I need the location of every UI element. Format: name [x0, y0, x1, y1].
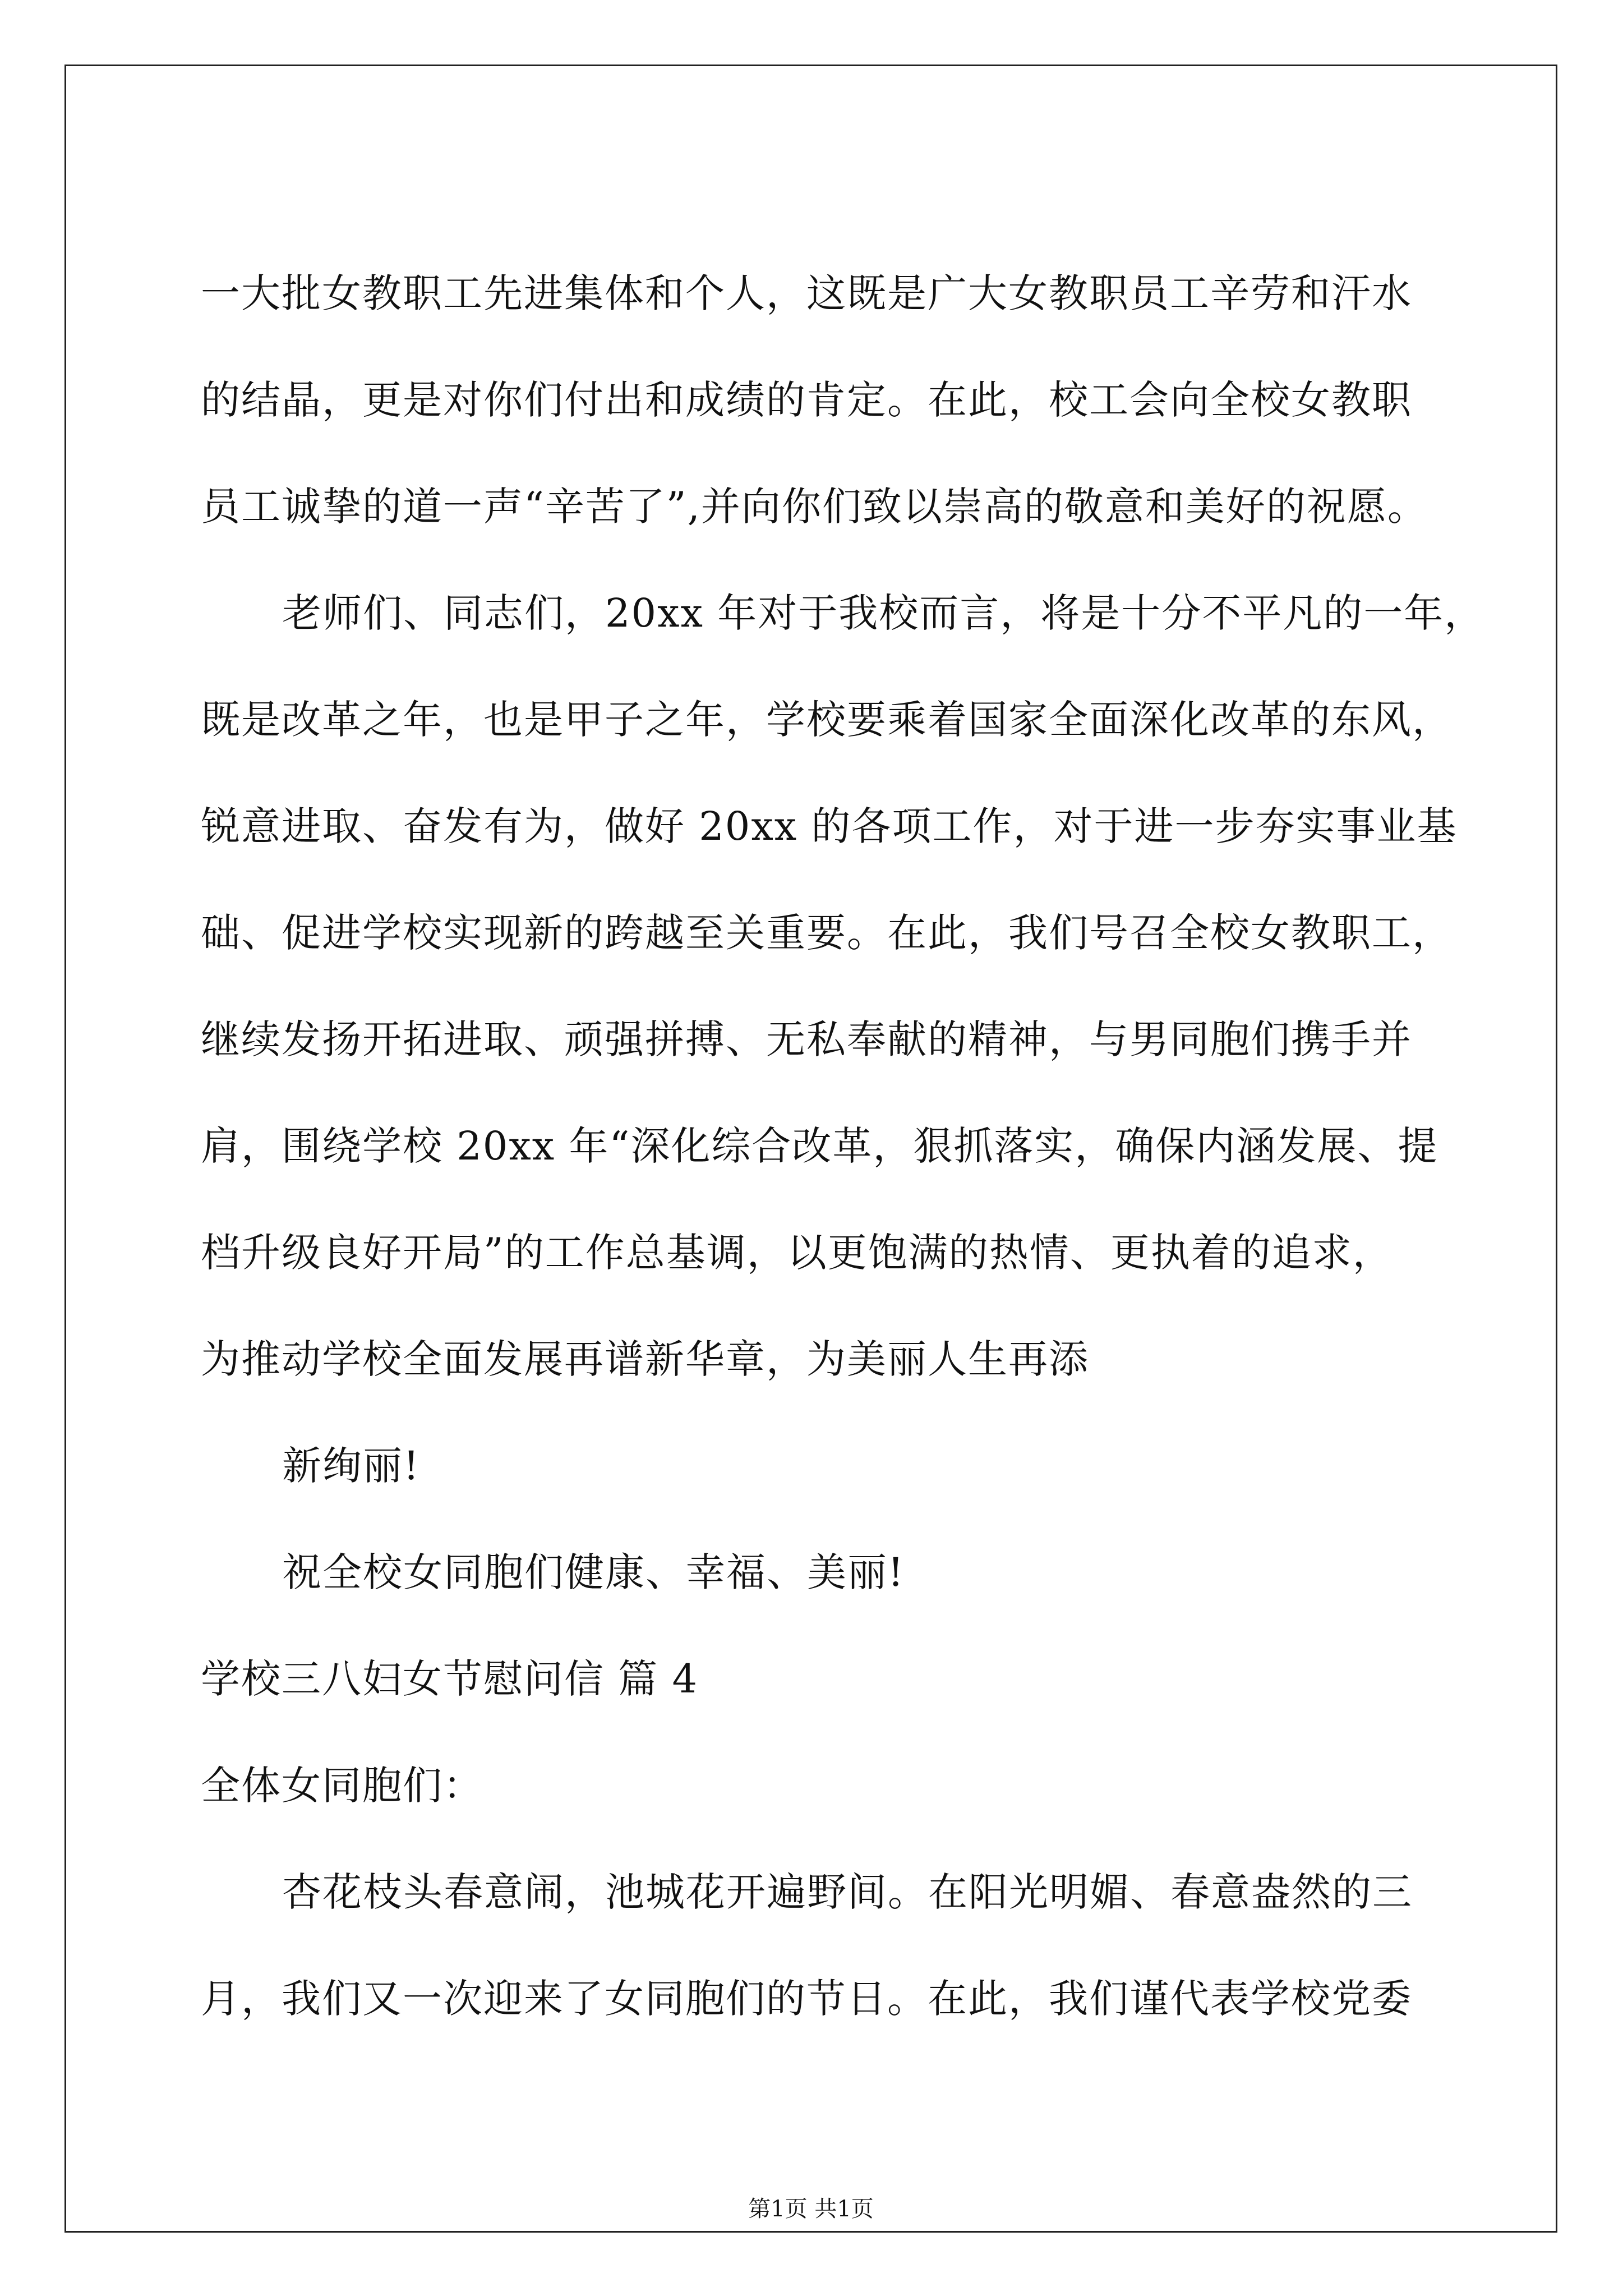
- paragraph-1-line-3: 员工诚挚的道一声“辛苦了”,并向你们致以崇高的敬意和美好的祝愿。: [201, 484, 1428, 530]
- salutation: 全体女同胞们：: [201, 1763, 483, 1809]
- paragraph-3: 新绚丽!: [282, 1443, 421, 1489]
- paragraph-2-line-1: 老师们、同志们，20xx 年对于我校而言，将是十分不平凡的一年，: [282, 590, 1485, 636]
- paragraph-1-line-2: 的结晶，更是对你们付出和成绩的肯定。在此，校工会向全校女教职: [201, 377, 1412, 423]
- paragraph-2-line-7: 档升级良好开局”的工作总基调，以更饱满的热情、更执着的追求，: [201, 1230, 1393, 1276]
- paragraph-2-line-6: 肩，围绕学校 20xx 年“深化综合改革，狠抓落实，确保内涵发展、提: [201, 1123, 1438, 1169]
- paragraph-2-line-3: 锐意进取、奋发有为，做好 20xx 的各项工作，对于进一步夯实事业基: [201, 803, 1458, 849]
- paragraph-1-line-1: 一大批女教职工先进集体和个人，这既是广大女教职员工辛劳和汗水: [201, 270, 1412, 316]
- paragraph-2-line-4: 础、促进学校实现新的跨越至关重要。在此，我们号召全校女教职工，: [201, 910, 1453, 956]
- document-page: [64, 65, 1557, 2233]
- section-title: 学校三八妇女节慰问信 篇 4: [201, 1656, 699, 1702]
- paragraph-4: 祝全校女同胞们健康、幸福、美丽!: [282, 1549, 905, 1595]
- page-footer: 第1页 共1页: [748, 2196, 874, 2222]
- paragraph-2-line-8: 为推动学校全面发展再谱新华章，为美丽人生再添: [201, 1336, 1089, 1382]
- paragraph-5-line-2: 月，我们又一次迎来了女同胞们的节日。在此，我们谨代表学校党委: [201, 1976, 1412, 2022]
- paragraph-2-line-2: 既是改革之年，也是甲子之年，学校要乘着国家全面深化改革的东风，: [201, 697, 1453, 743]
- paragraph-2-line-5: 继续发扬开拓进取、顽强拼搏、无私奉献的精神，与男同胞们携手并: [201, 1016, 1412, 1062]
- paragraph-5-line-1: 杏花枝头春意闹，池城花开遍野间。在阳光明媚、春意盎然的三: [282, 1869, 1413, 1915]
